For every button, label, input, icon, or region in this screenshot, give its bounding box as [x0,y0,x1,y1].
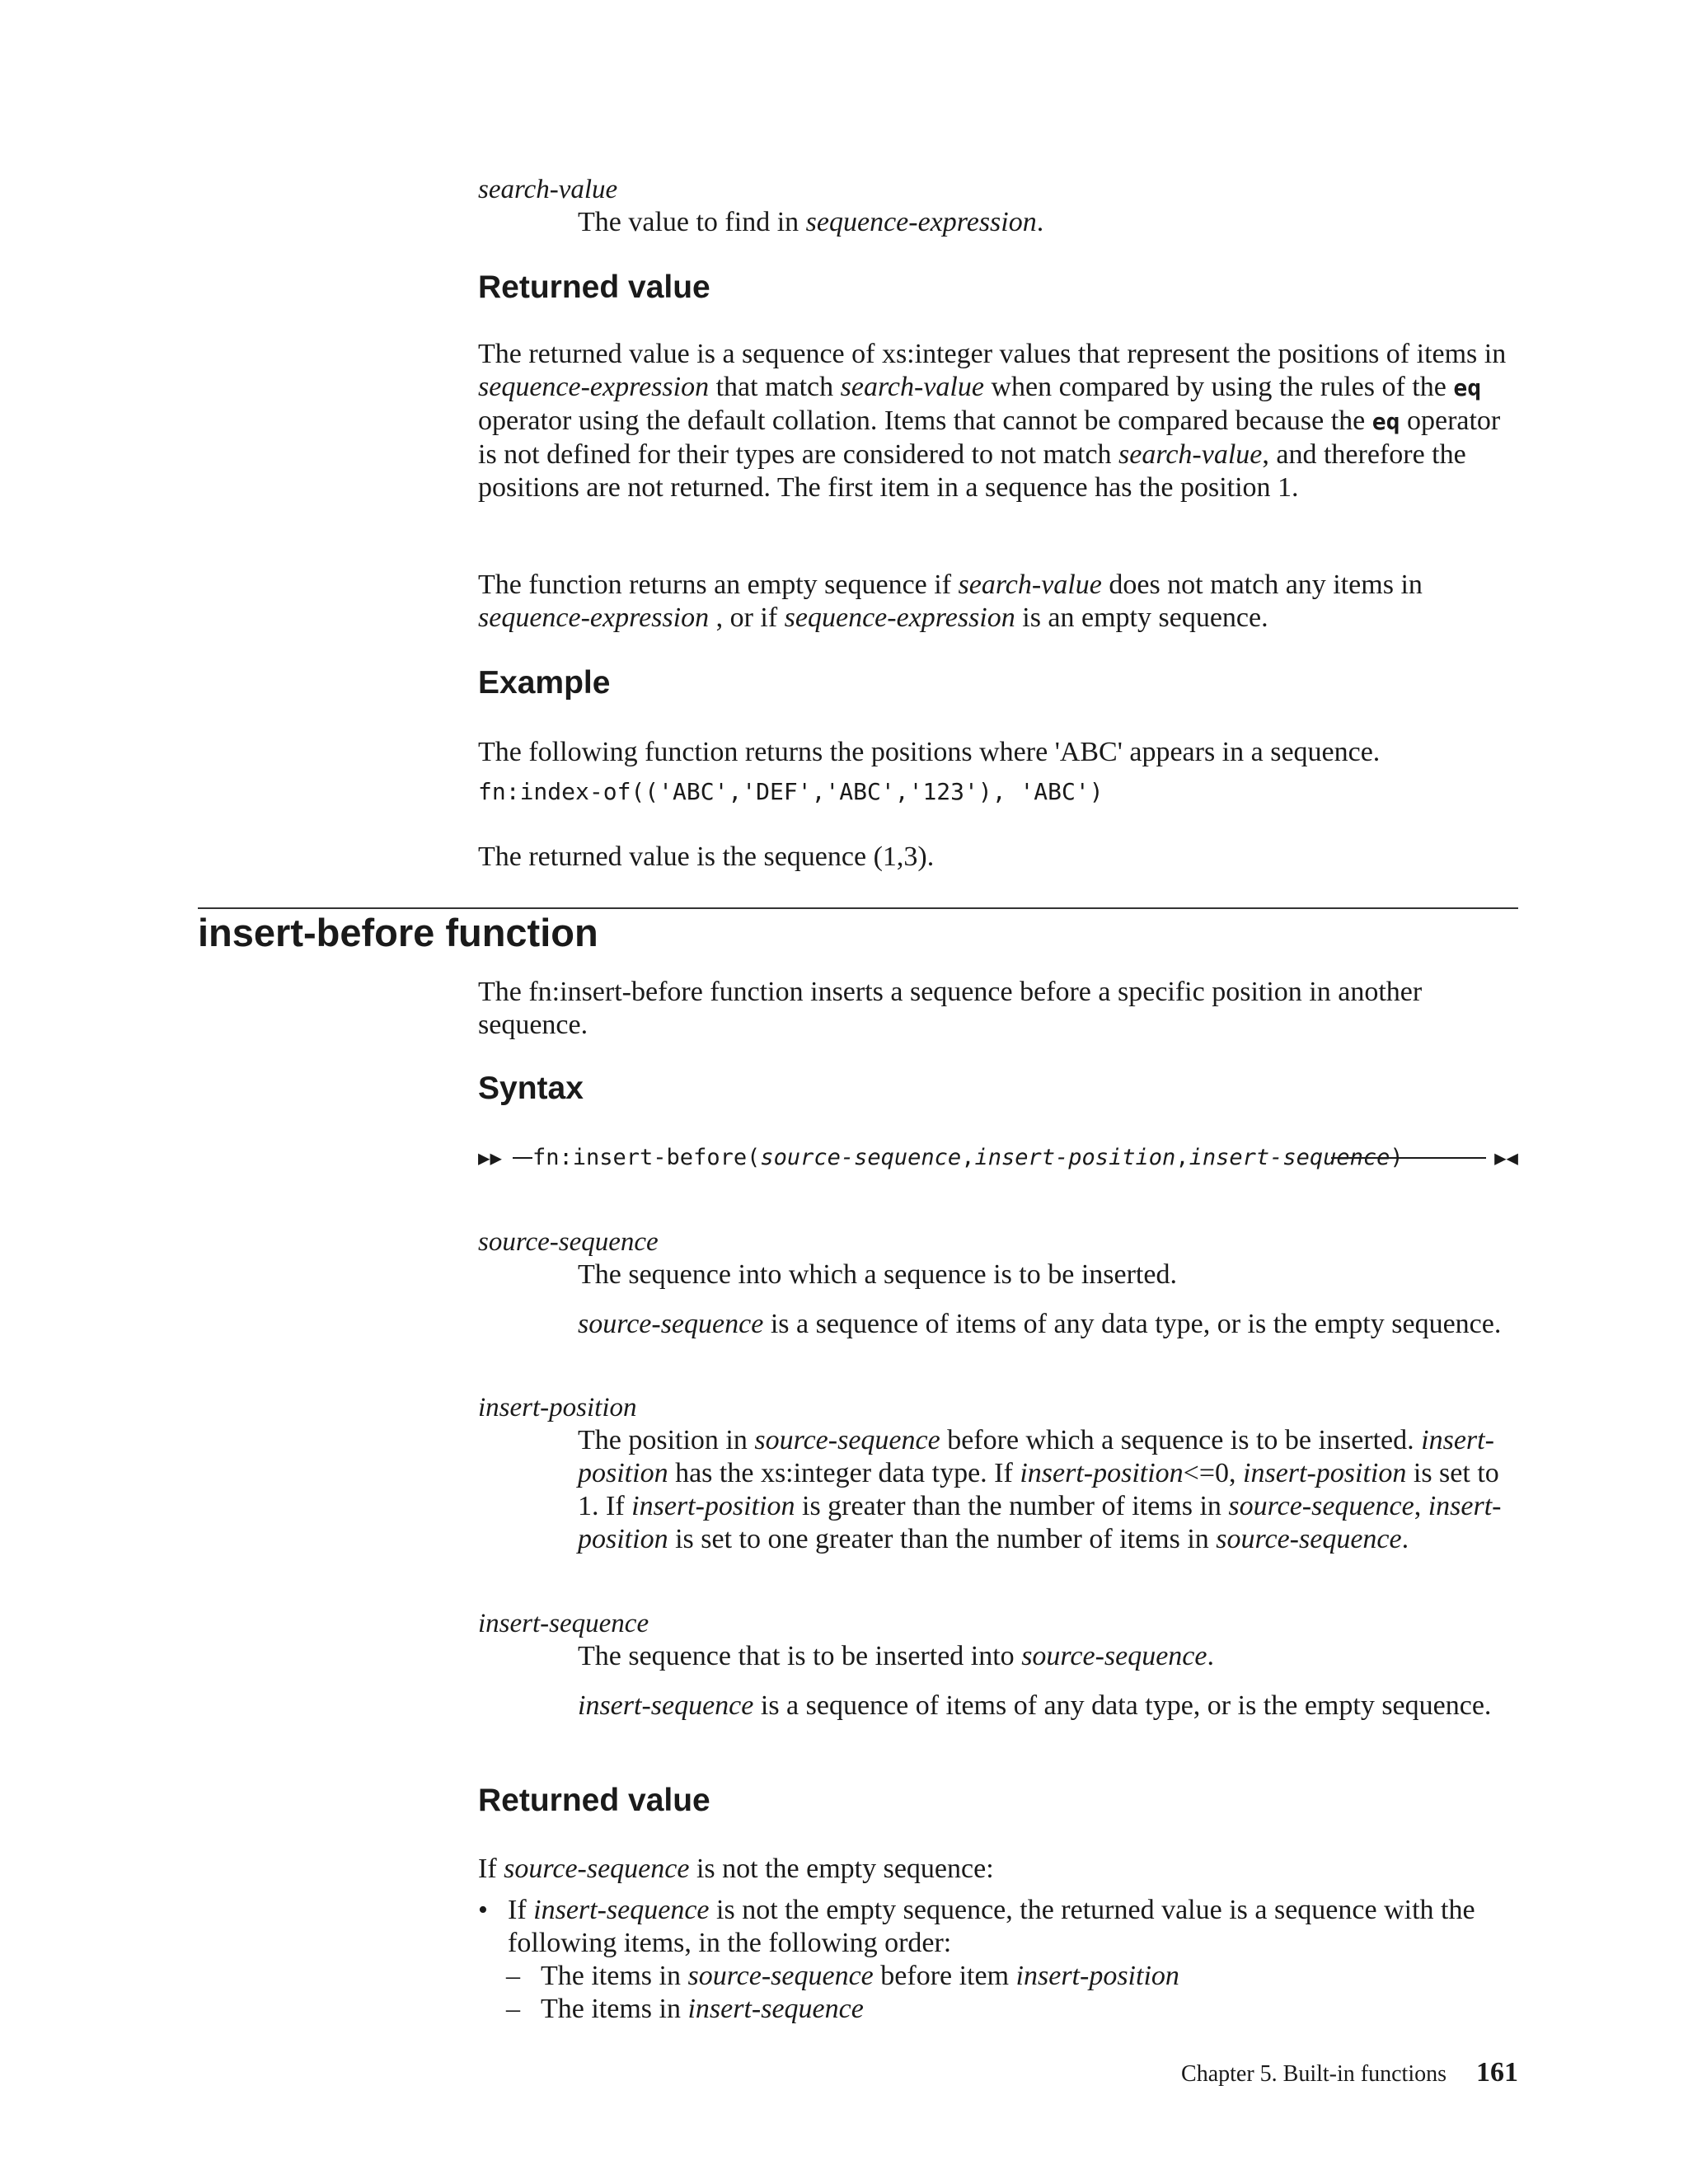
chapter-label: Chapter 5. Built-in functions [1181,2061,1447,2087]
syntax-end-marker: ▶◀ [1494,1146,1518,1169]
syntax-signature: fn:insert-before(source-sequence,insert-position,insert-sequence) [532,1145,1404,1170]
param-note: source-sequence is a sequence of items of any data type, or is the empty sequence. [578,1309,1502,1339]
bullet-marker: • [478,1895,488,1925]
bullet-item [478,1894,1518,1960]
param-definition: The sequence into which a sequence is to be inserted. [578,1259,1177,1290]
empty-sequence-paragraph: The function returns an empty sequence if search-value does not match any items in sequence-expression , or if sequence-expression is an empty sequence. [478,569,1423,633]
page-footer [1181,2056,1518,2091]
syntax-heading: Syntax [478,1071,584,1106]
dash-item-1 [506,1960,1518,1993]
param-definition: The value to find in sequence-expression. [578,207,1044,237]
param-term: insert-position [478,1393,637,1422]
param-term: insert-sequence [478,1609,649,1638]
dash-item-2 [506,1993,1518,2026]
param-source-sequence [478,1226,1518,1341]
returned-value-condition: If source-sequence is not the empty sequence: [478,1854,994,1884]
example-heading: Example [478,665,611,701]
section-title: insert-before function [198,911,598,954]
dash-text: The items in insert-sequence [541,1994,864,2024]
syntax-lead-line [513,1157,532,1159]
section-intro: The fn:insert-before function inserts a sequence before a specific position in another sequence. [478,977,1423,1040]
dash-marker: – [506,1994,520,2024]
example-result: The returned value is the sequence (1,3). [478,841,935,872]
param-insert-position [478,1391,1518,1556]
dash-text: The items in source-sequence before item insert-position [541,1961,1179,1991]
returned-value-paragraph: The returned value is a sequence of xs:integer values that represent the positions of items in sequence-expression that match search-value when compared by using the rules of the eq operator using the default collation. Items that cannot be compared because the eq operator is not defined for their types are considered to not match search-value, and therefore the positions are not returned. The first item in a sequence has the position 1. [478,339,1507,503]
param-search-value [478,173,1518,239]
param-definition: The sequence that is to be inserted into source-sequence. [578,1641,1214,1671]
bullet-text: If insert-sequence is not the empty sequence, the returned value is a sequence with the following items, in the following order: [508,1895,1475,1958]
syntax-diagram [478,1141,1518,1174]
returned-value-heading: Returned value [478,269,710,305]
section-divider [198,907,1518,909]
param-note: insert-sequence is a sequence of items of any data type, or is the empty sequence. [578,1690,1492,1721]
example-code: fn:index-of(('ABC','DEF','ABC','123'), 'ABC') [478,778,1104,805]
syntax-start-marker: ▶▶ [478,1146,502,1169]
param-insert-sequence [478,1607,1518,1722]
param-definition: The position in source-sequence before which a sequence is to be inserted. insert-position has the xs:integer data type. If insert-position<=0, insert-position is set to 1. If insert-position is greater than the number of items in source-sequence, insert-position is set to one greater than the number of items in source-sequence. [578,1425,1502,1554]
returned-value-heading-2: Returned value [478,1783,710,1818]
param-term: search-value [478,175,618,204]
example-intro: The following function returns the positions where 'ABC' appears in a sequence. [478,737,1381,767]
page-number: 161 [1476,2057,1518,2088]
syntax-trail-line [1331,1157,1486,1159]
dash-marker: – [506,1961,520,1991]
param-term: source-sequence [478,1227,659,1257]
